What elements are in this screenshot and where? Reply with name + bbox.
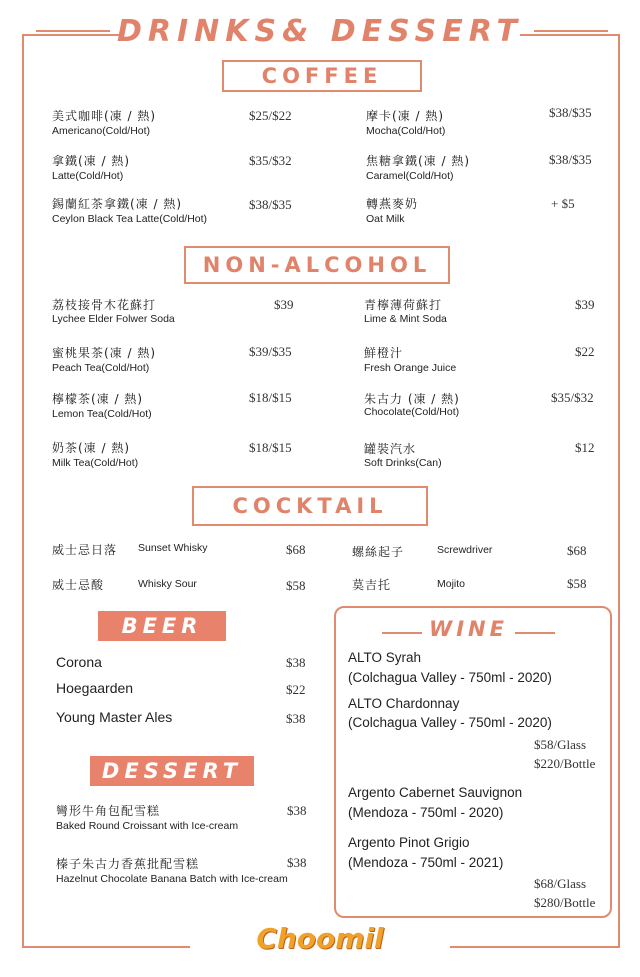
- dessert-item-zh: 榛子朱古力香蕉批配雪糕: [56, 857, 200, 871]
- wine-price-bottle: $220/Bottle: [534, 756, 596, 771]
- non-alcohol-item-price: $18/$15: [249, 440, 292, 455]
- section-title-beer: BEER: [98, 611, 226, 641]
- section-title-coffee: COFFEE: [222, 60, 422, 92]
- non-alcohol-item-price: $39: [575, 297, 595, 312]
- wine-line: Argento Cabernet Sauvignon: [348, 785, 523, 800]
- wine-title-rule-right: [515, 632, 555, 634]
- coffee-item-zh: 焦糖拿鐵(凍 / 熱): [366, 154, 471, 168]
- dessert-item-en: Hazelnut Chocolate Banana Batch with Ice-cream: [56, 873, 288, 885]
- non-alcohol-item-price: $35/$32: [551, 390, 594, 405]
- non-alcohol-item-zh: 罐裝汽水: [364, 442, 417, 456]
- wine-price-bottle: $280/Bottle: [534, 895, 596, 910]
- non-alcohol-item-en: Chocolate(Cold/Hot): [364, 406, 460, 418]
- cocktail-item-en: Sunset Whisky: [138, 542, 208, 554]
- non-alcohol-item-zh: 奶茶(凍 / 熱): [52, 441, 131, 455]
- wine-line: ALTO Chardonnay: [348, 696, 460, 711]
- non-alcohol-item-en: Lemon Tea(Cold/Hot): [52, 408, 152, 420]
- coffee-item-price: + $5: [551, 196, 575, 211]
- cocktail-item-zh: 威士忌酸: [52, 578, 105, 592]
- coffee-item-en: Ceylon Black Tea Latte(Cold/Hot): [52, 213, 208, 225]
- beer-item-price: $22: [286, 682, 306, 697]
- wine-line: (Colchagua Valley - 750ml - 2020): [348, 715, 552, 730]
- beer-item-price: $38: [286, 711, 306, 726]
- wine-line: (Mendoza - 750ml - 2020): [348, 805, 504, 820]
- menu-title: DRINKS& DESSERT: [117, 14, 523, 49]
- cocktail-item-zh: 螺絲起子: [352, 545, 405, 559]
- beer-item-name: Young Master Ales: [56, 709, 173, 725]
- coffee-item-en: Caramel(Cold/Hot): [366, 170, 454, 182]
- beer-item-name: Corona: [56, 654, 102, 670]
- dessert-item-en: Baked Round Croissant with Ice-cream: [56, 820, 239, 832]
- non-alcohol-item-zh: 朱古力 (凍 / 熱): [364, 392, 460, 406]
- cocktail-item-zh: 莫吉托: [352, 578, 392, 592]
- non-alcohol-item-price: $22: [575, 344, 595, 359]
- non-alcohol-item-price: $12: [575, 440, 595, 455]
- wine-price-glass: $58/Glass: [534, 737, 586, 752]
- non-alcohol-item-en: Lime & Mint Soda: [364, 313, 447, 325]
- non-alcohol-item-en: Milk Tea(Cold/Hot): [52, 457, 139, 469]
- coffee-item-price: $38/$35: [549, 105, 592, 120]
- coffee-item-zh: 摩卡(凍 / 熱): [366, 109, 445, 123]
- section-title-non-alcohol: NON-ALCOHOL: [184, 246, 450, 284]
- section-title-wine: WINE: [429, 617, 508, 641]
- brand-logo: Choomil: [256, 922, 384, 955]
- non-alcohol-item-zh: 荔枝接骨木花蘇打: [52, 298, 157, 312]
- section-title-dessert: DESSERT: [90, 756, 254, 786]
- coffee-item-price: $38/$35: [549, 152, 592, 167]
- non-alcohol-item-price: $18/$15: [249, 390, 292, 405]
- cocktail-item-zh: 威士忌日落: [52, 543, 118, 557]
- coffee-item-price: $25/$22: [249, 108, 292, 123]
- non-alcohol-item-en: Lychee Elder Folwer Soda: [52, 313, 175, 325]
- non-alcohol-item-zh: 青檸薄荷蘇打: [364, 298, 443, 312]
- non-alcohol-item-en: Fresh Orange Juice: [364, 362, 457, 374]
- dessert-item-zh: 彎形牛角包配雪糕: [56, 804, 161, 818]
- coffee-item-price: $35/$32: [249, 153, 292, 168]
- non-alcohol-item-zh: 檸檬茶(凍 / 熱): [52, 392, 144, 406]
- coffee-item-zh: 拿鐵(凍 / 熱): [52, 154, 131, 168]
- wine-title-rule-left: [382, 632, 422, 634]
- beer-item-price: $38: [286, 655, 306, 670]
- coffee-item-price: $38/$35: [249, 197, 292, 212]
- coffee-item-en: Oat Milk: [366, 213, 405, 225]
- cocktail-item-en: Screwdriver: [437, 544, 493, 556]
- cocktail-item-price: $68: [286, 542, 306, 557]
- section-title-cocktail: COCKTAIL: [192, 486, 428, 526]
- cocktail-item-en: Whisky Sour: [138, 578, 197, 590]
- wine-line: Argento Pinot Grigio: [348, 835, 470, 850]
- non-alcohol-item-en: Soft Drinks(Can): [364, 457, 442, 469]
- cocktail-item-price: $58: [567, 576, 587, 591]
- coffee-item-zh: 美式咖啡(凍 / 熱): [52, 109, 157, 123]
- coffee-item-en: Latte(Cold/Hot): [52, 170, 124, 182]
- dessert-item-price: $38: [287, 803, 307, 818]
- non-alcohol-item-price: $39/$35: [249, 344, 292, 359]
- coffee-item-en: Americano(Cold/Hot): [52, 125, 151, 137]
- cocktail-item-price: $68: [567, 543, 587, 558]
- cocktail-item-en: Mojito: [437, 578, 466, 590]
- non-alcohol-item-zh: 鮮橙汁: [364, 346, 404, 360]
- wine-line: (Colchagua Valley - 750ml - 2020): [348, 670, 552, 685]
- wine-line: ALTO Syrah: [348, 650, 422, 665]
- non-alcohol-item-zh: 蜜桃果茶(凍 / 熱): [52, 346, 157, 360]
- coffee-item-zh: 轉燕麥奶: [366, 197, 419, 211]
- wine-line: (Mendoza - 750ml - 2021): [348, 855, 504, 870]
- beer-item-name: Hoegaarden: [56, 680, 134, 696]
- coffee-item-en: Mocha(Cold/Hot): [366, 125, 446, 137]
- dessert-item-price: $38: [287, 855, 307, 870]
- wine-price-glass: $68/Glass: [534, 876, 586, 891]
- coffee-item-zh: 錫蘭紅茶拿鐵(凍 / 熱): [52, 197, 183, 211]
- non-alcohol-item-en: Peach Tea(Cold/Hot): [52, 362, 150, 374]
- cocktail-item-price: $58: [286, 578, 306, 593]
- non-alcohol-item-price: $39: [274, 297, 294, 312]
